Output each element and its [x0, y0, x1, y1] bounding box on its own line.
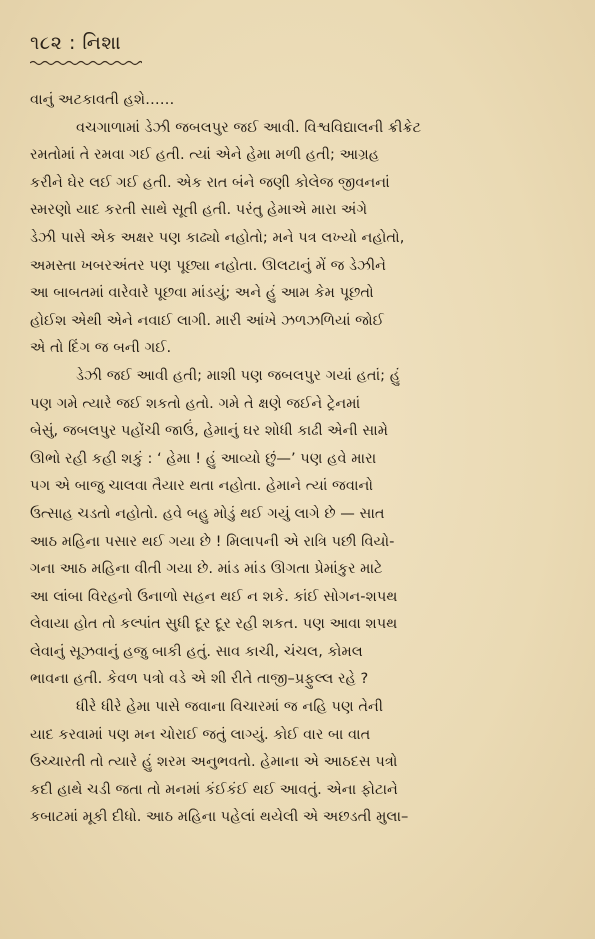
- body-text: [30, 86, 566, 831]
- text-line: બેસું, જબલપુર પહોંચી જાઉં, હેમાનું ઘર શોધી કાઢી એની સામે: [30, 422, 389, 440]
- text-line: અમસ્તા ખબરઅંતર પણ પૂછ્યા નહોતા. ઊલટાનું મેં જ ડેઝીને: [30, 256, 387, 274]
- chapter-title: નિશા: [82, 32, 122, 54]
- text-line: ધીરે ધીરે હેમા પાસે જવાના વિચારમાં જ નહિ પણ તેની: [76, 698, 384, 716]
- text-line: ભાવના હતી. કેવળ પત્રો વડે એ શી રીતે તાજી–પ્રફુલ્લ રહે ?: [30, 670, 369, 688]
- text-line: આઠ મહિના પસાર થઈ ગયા છે ! મિલાપની એ રાત્રિ પછી વિયો-: [30, 532, 395, 550]
- text-line: એ તો દિંગ જ બની ગઈ.: [30, 339, 172, 357]
- text-line: કદી હાથે ચડી જતા તો મનમાં કંઈકંઈ થઈ આવતું. એના ફોટાને: [30, 780, 398, 798]
- text-line: વચગાળામાં ડેઝી જબલપુર જઈ આવી. વિશ્વવિદ્યાલની ક્રીક્રેટ: [76, 118, 422, 136]
- page-number: ૧૮૨: [30, 32, 63, 54]
- text-line: લેવાનું સૂઝવાનું હજુ બાકી હતું. સાવ કાચી, ચંચલ, કોમલ: [30, 642, 363, 660]
- text-line: પગ એ બાજુ ચાલવા તૈયાર થતા નહોતા. હેમાને ત્યાં જવાનો: [30, 477, 374, 495]
- text-line: લેવાયા હોત તો કલ્પાંત સુધી દૂર દૂર રહી શકત. પણ આવા શપથ: [30, 615, 398, 633]
- text-line: કબાટમાં મૂકી દીધો. આઠ મહિના પહેલાં થયેલી એ અછડતી મુલા–: [30, 808, 409, 826]
- text-line: યાદ કરવામાં પણ મન ચોરાઈ જતું લાગ્યું. કોઈ વાર બા વાત: [30, 725, 371, 743]
- header-wavy-rule: [30, 60, 142, 66]
- text-line: પણ ગમે ત્યારે જઈ શકતો હતો. ગમે તે ક્ષણે જઈને ટ્રેનમાં: [30, 394, 361, 412]
- text-line: ગના આઠ મહિના વીતી ગયા છે. માંડ માંડ ઊગતા પ્રેમાંકુર માટે: [30, 560, 383, 578]
- text-line: આ બાબતમાં વારેવારે પૂછવા માંડયું; અને હું આમ કેમ પૂછતો: [30, 284, 374, 302]
- text-line: ઉત્સાહ ચડતો નહોતો. હવે બહુ મોડું થઈ ગયું લાગે છે — સાત: [30, 504, 385, 522]
- text-line: ડેઝી જઈ આવી હતી; માશી પણ જબલપુર ગયાં હતાં; હું: [76, 366, 401, 384]
- page-header: [30, 32, 121, 54]
- text-line: કરીને ઘેર લઈ ગઈ હતી. એક રાત બંને જણી કોલેજ જીવનનાં: [30, 173, 390, 191]
- text-line: રમતોમાં તે રમવા ગઈ હતી. ત્યાં એને હેમા મળી હતી; આગ્રહ: [30, 146, 380, 164]
- text-line: ઊભો રહી કહી શકું : ‘ હેમા ! હું આવ્યો છું—’ પણ હવે મારા: [30, 449, 377, 467]
- text-line: સ્મરણો યાદ કરતી સાથે સૂતી હતી. પરંતુ હેમાએ મારા અંગે: [30, 201, 368, 219]
- text-line: વાનું અટકાવતી હશે……: [30, 91, 175, 108]
- header-separator: :: [68, 32, 76, 54]
- text-line: ઉચ્ચારતી તો ત્યારે હું શરમ અનુભવતો. હેમાના એ આઠદસ પત્રો: [30, 753, 398, 771]
- text-line: આ લાંબા વિરહનો ઉનાળો સહન થઈ ન શકે. કાંઈ સોગન-શપથ: [30, 587, 398, 605]
- text-line: હોઈશ એથી એને નવાઈ લાગી. મારી આંખે ઝળઝળિયાં જોઈ: [30, 311, 384, 329]
- text-line: ડેઝી પાસે એક અક્ષર પણ કાઢ્યો નહોતો; મને પત્ર લખ્યો નહોતો,: [30, 228, 405, 246]
